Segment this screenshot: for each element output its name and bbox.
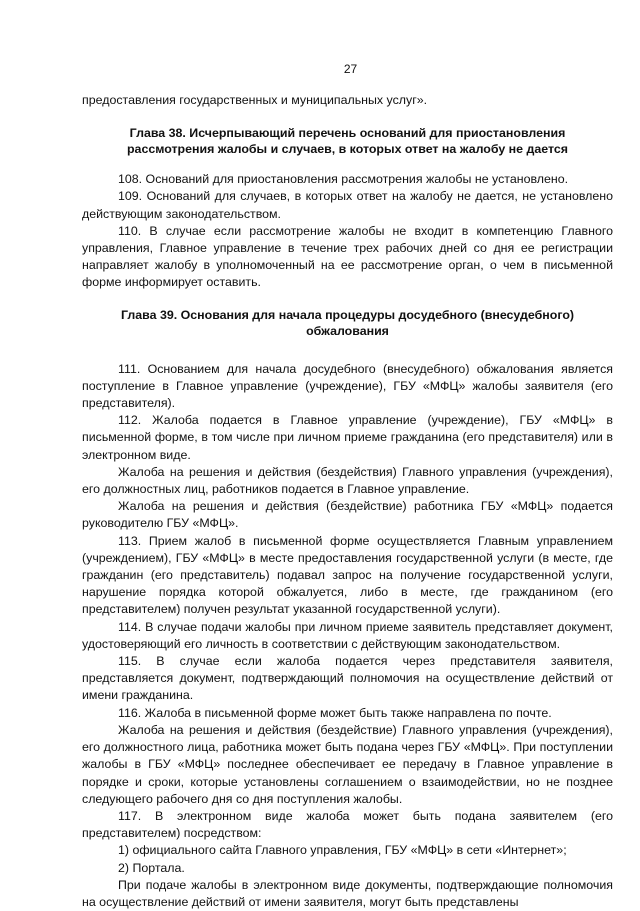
chapter-38-heading: Глава 38. Исчерпывающий перечень оснований для приостановления рассмотрения жалобы и случаев, в которых ответ на жалобу не дается bbox=[126, 126, 569, 157]
paragraph-continuation: предоставления государственных и муниципальных услуг». bbox=[82, 93, 428, 107]
paragraph-108: 108. Оснований для приостановления рассмотрения жалобы не установлено. bbox=[118, 172, 569, 187]
page-number: 27 bbox=[343, 62, 358, 76]
paragraph-110: 110. В случае если рассмотрение жалобы не входит в компетенцию Главного управления, Главное управление в течение трех рабочих дней со дня ее регистрации направляет жалобу в уполномоченный на ее рассмотрение орган, о чем в письменной форме информирует оставить. bbox=[82, 223, 613, 290]
paragraph-117: 117. В электронном виде жалоба может быть подана заявителем (его представителем) посредством: bbox=[82, 808, 613, 841]
paragraph-112: 112. Жалоба подается в Главное управление (учреждение), ГБУ «МФЦ» в письменной форме, в том числе при личном приеме гражданина (его представителя) или в электронном виде. bbox=[82, 413, 613, 462]
list-item-1: 1) официального сайта Главного управления, ГБУ «МФЦ» в сети «Интернет»; bbox=[118, 843, 567, 858]
paragraph-116: 116. Жалоба в письменной форме может быть также направлена по почте. bbox=[118, 705, 552, 720]
paragraph-113: 113. Прием жалоб в письменной форме осуществляется Главным управлением (учреждением), ГБУ «МФЦ» в месте предоставления государственной услуги (в месте, где гражданин (его представитель) подавал запрос на получение государственной услуги, нарушение порядка которой обжалуется, либо в месте, где гражданином (его представителем) получен результат указанной государственной услуги). bbox=[82, 533, 613, 617]
chapter-39-body bbox=[82, 361, 613, 911]
paragraph-116-mfc-transfer: Жалоба на решения и действия (бездействие) Главного управления (учреждения), его должностного лица, работника может быть подана через ГБУ «МФЦ». При поступлении жалобы в ГБУ «МФЦ» последнее обеспечивает ее передачу в Главное управление в порядке и сроки, которые установлены соглашением о взаимодействии, но не позднее следующего рабочего дня со дня поступления жалобы. bbox=[82, 722, 613, 806]
chapter-39-heading: Глава 39. Основания для начала процедуры досудебного (внесудебного) обжалования bbox=[120, 307, 575, 338]
paragraph-112-complaint-mfc: Жалоба на решения и действия (бездействие) работника ГБУ «МФЦ» подается руководителю ГБУ «МФЦ». bbox=[82, 499, 613, 531]
paragraph-114: 114. В случае подачи жалобы при личном приеме заявитель представляет документ, удостоверяющий его личность в соответствии с действующим законодательством. bbox=[82, 619, 613, 651]
paragraph-109: 109. Оснований для случаев, в которых ответ на жалобу не дается, не установлено действующим законодательством. bbox=[82, 189, 613, 221]
paragraph-117-electronic-documents: При подаче жалобы в электронном виде документы, подтверждающие полномочия на осуществление действий от имени заявителя, могут быть представлены bbox=[82, 877, 613, 909]
list-item-2: 2) Портала. bbox=[118, 860, 185, 875]
paragraph-115: 115. В случае если жалоба подается через представителя заявителя, представляется документ, подтверждающий полномочия на осуществление действий от имени гражданина. bbox=[82, 654, 613, 703]
paragraph-111: 111. Основанием для начала досудебного (внесудебного) обжалования является поступление в Главное управление (учреждение), ГБУ «МФЦ» жалобы заявителя (его представителя). bbox=[82, 361, 613, 411]
chapter-38-body bbox=[82, 171, 613, 291]
paragraph-112-complaint-management: Жалоба на решения и действия (бездействия) Главного управления (учреждения), его должностных лиц, работников подается в Главное управление. bbox=[82, 464, 613, 497]
